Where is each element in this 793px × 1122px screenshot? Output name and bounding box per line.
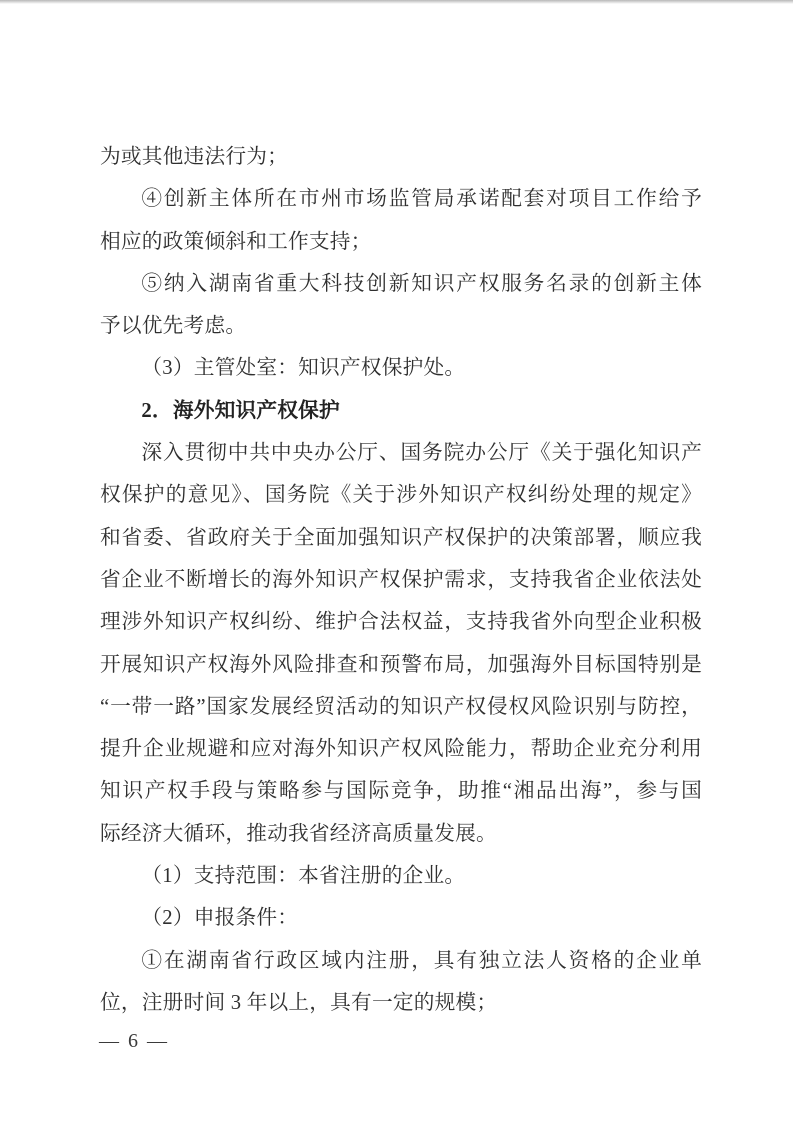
text-line: 和省委、省政府关于全面加强知识产权保护的决策部署，顺应我: [100, 526, 702, 549]
text-line: （2）申报条件：: [141, 907, 299, 930]
text-line: 位，注册时间 3 年以上，具有一定的规模；: [100, 991, 498, 1014]
text-line: 为或其他违法行为；: [100, 146, 288, 168]
text-line: 际经济大循环，推动我省经济高质量发展。: [100, 822, 497, 845]
text-line: 予以优先考虑。: [100, 315, 247, 338]
text-line: （1）支持范围：本省注册的企业。: [141, 865, 466, 888]
text-line: 理涉外知识产权纠纷、维护合法权益，支持我省外向型企业积极: [100, 611, 702, 634]
text-line: 相应的政策倾斜和工作支持；: [100, 230, 372, 253]
text-lines: [100, 136, 702, 1024]
text-line: 权保护的意见》、国务院《关于涉外知识产权纠纷处理的规定》: [100, 484, 702, 507]
text-line: （3）主管处室：知识产权保护处。: [141, 357, 466, 380]
page-body: [100, 136, 702, 1024]
scan-edge-shadow: [0, 0, 793, 4]
text-line: 知识产权手段与策略参与国际竞争，助推“湘品出海”，参与国: [100, 780, 702, 803]
text-line: ①在湖南省行政区域内注册，具有独立法人资格的企业单: [141, 949, 702, 972]
text-line: 深入贯彻中共中央办公厅、国务院办公厅《关于强化知识产: [141, 442, 702, 465]
section-heading-line: 2．海外知识产权保护: [141, 399, 340, 422]
text-line: 开展知识产权海外风险排查和预警布局，加强海外目标国特别是: [100, 653, 702, 676]
text-line: 提升企业规避和应对海外知识产权风险能力，帮助企业充分利用: [100, 738, 702, 761]
text-line: ⑤纳入湖南省重大科技创新知识产权服务名录的创新主体: [141, 272, 702, 295]
text-line: “一带一路”国家发展经贸活动的知识产权侵权风险识别与防控，: [100, 695, 702, 718]
text-line: ④创新主体所在市州市场监管局承诺配套对项目工作给予: [141, 188, 702, 211]
page-number: — 6 —: [99, 1030, 169, 1052]
text-line: 省企业不断增长的海外知识产权保护需求，支持我省企业依法处: [100, 568, 702, 591]
